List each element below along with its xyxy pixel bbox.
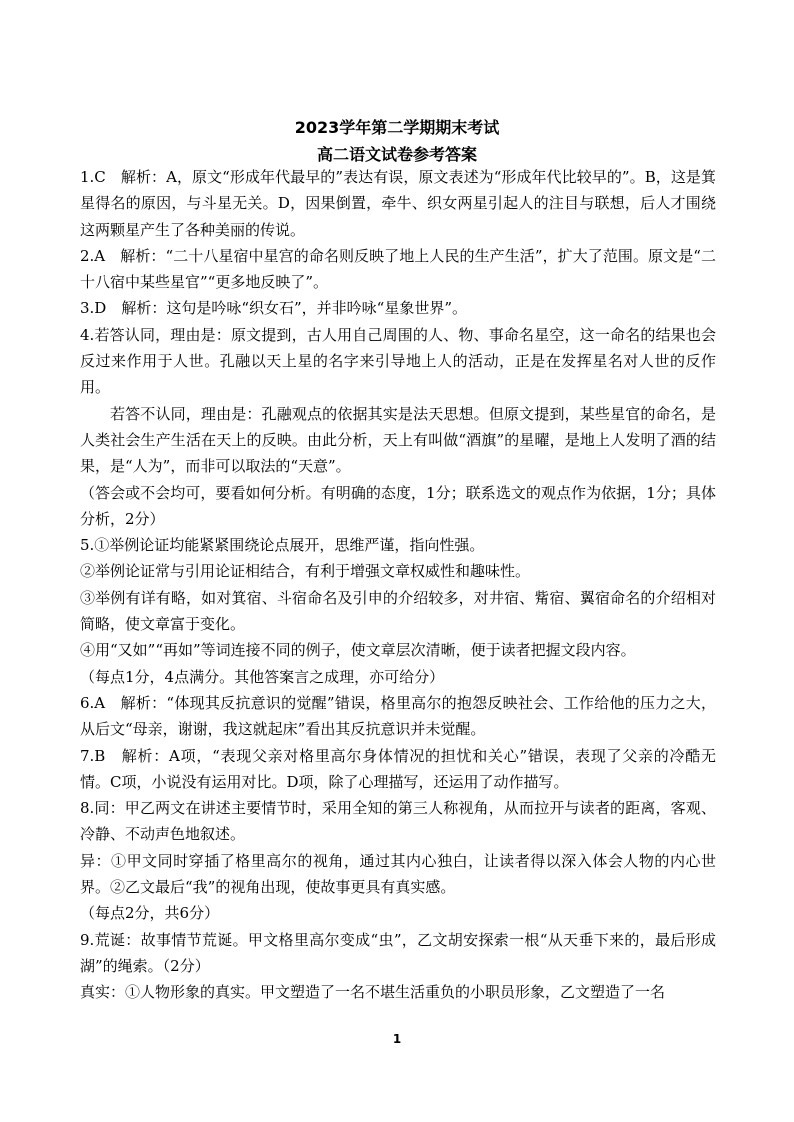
page-number: 1 (392, 1032, 402, 1046)
exam-title: 2023学年第二学期期末考试 (294, 118, 500, 137)
answer-4-agree: 4.若答认同，理由是：原文提到，古人用自己周围的人、物、事命名星空，这一命名的结果也会反过来作用于人世。孔融以天上星的名字来引导地上人的活动，正是在发挥星名对人世的反作用。 (80, 325, 716, 397)
answer-6: 6.A 解析：“体现其反抗意识的觉醒”错误，格里高尔的抱怨反映社会、工作给他的压力之大，从后文“母亲，谢谢，我这就起床”看出其反抗意识并未觉醒。 (80, 693, 716, 739)
answer-5-point-4: ④用“又如”“再如”等词连接不同的例子，使文章层次清晰，便于读者把握文段内容。 (80, 641, 636, 660)
answer-8-same: 8.同：甲乙两文在讲述主要情节时，采用全知的第三人称视角，从而拉开与读者的距离，客观、冷静、不动声色地叙述。 (80, 799, 716, 844)
answer-9-absurd: 9.荒诞：故事情节荒诞。甲文格里高尔变成“虫”，乙文胡安探索一根“从天垂下来的，最后形成湖”的绳索。（2分） (80, 930, 716, 975)
answer-3: 3.D 解析：这句是吟咏“织女石”，并非吟咏“星象世界”。 (80, 299, 468, 318)
answer-5-point-3: ③举例有详有略，如对箕宿、斗宿命名及引申的介绍较多，对井宿、觜宿、翼宿命名的介绍相对简略，使文章富于变化。 (80, 588, 716, 634)
answer-5-point-1: 5.①举例论证均能紧紧围绕论点展开，思维严谨，指向性强。 (80, 536, 485, 555)
answer-5-point-2: ②举例论证常与引用论证相结合，有利于增强文章权威性和趣味性。 (80, 562, 531, 581)
answer-2: 2.A 解析：“二十八星宿中星宫的命名则反映了地上人民的生产生活”，扩大了范围。原文是“二十八宿中某些星官”“更多地反映了”。 (80, 246, 716, 292)
answer-key-subtitle: 高二语文试卷参考答案 (316, 145, 477, 164)
answer-4-disagree: 若答不认同，理由是：孔融观点的依据其实是法天思想。但原文提到，某些星官的命名，是人类社会生产生活在天上的反映。由此分析，天上有叫做“酒旗”的星曜，是地上人发明了酒的结果，是“人为”，而非可以取法的“天意”。 (80, 404, 716, 476)
answer-8-scoring: （每点2分，共6分） (80, 904, 220, 923)
answer-5-scoring: （每点1分，4点满分。其他答案言之成理，亦可给分） (80, 667, 445, 686)
answer-9-real: 真实：①人物形象的真实。甲文塑造了一名不堪生活重负的小职员形象，乙文塑造了一名 (80, 983, 666, 1002)
answer-1: 1.C 解析：A，原文“形成年代最早的”表达有误，原文表述为“形成年代比较早的”。B，这是箕星得名的原因，与斗星无关。D，因果倒置，牵牛、织女两星引起人的注目与联想，后人才围绕这两颗星产生了各种美丽的传说。 (80, 168, 716, 239)
answer-body (80, 164, 716, 1006)
answer-4-scoring: （答会或不会均可，要看如何分析。有明确的态度，1分；联系选文的观点作为依据，1分；具体分析，2分） (80, 483, 716, 528)
answer-8-different: 异：①甲文同时穿插了格里高尔的视角，通过其内心独白，让读者得以深入体会人物的内心世界。②乙文最后“我”的视角出现，使故事更具有真实感。 (80, 851, 716, 897)
answer-7: 7.B 解析：A项，“表现父亲对格里高尔身体情况的担忧和关心”错误，表现了父亲的冷酷无情。C项，小说没有运用对比。D项，除了心理描写，还运用了动作描写。 (80, 746, 716, 791)
